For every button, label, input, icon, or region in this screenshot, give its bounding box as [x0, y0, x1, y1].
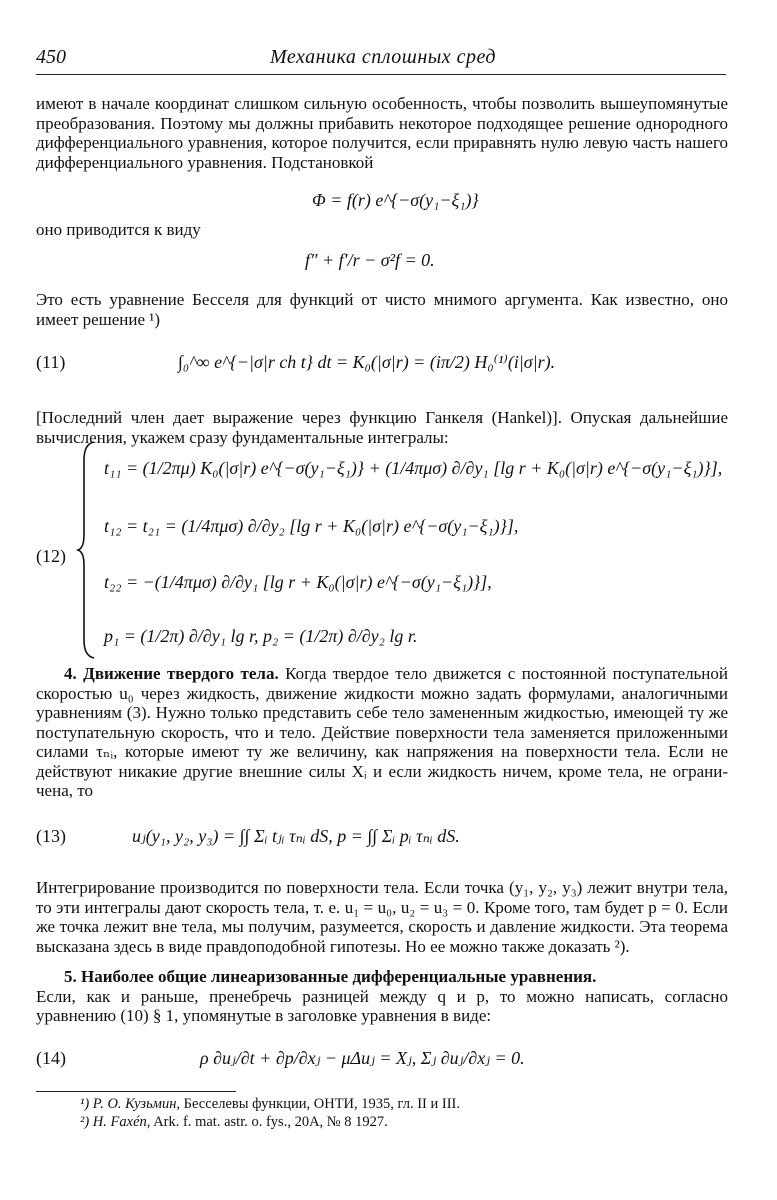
footnote-2-author: ²) H. Faxén,: [80, 1114, 151, 1130]
page-number: 450: [36, 46, 66, 68]
paragraph-4: [Последний член дает выражение через функцию Ганкеля (Hankel)]. Опуская дальнейшие вычисления, укажем сразу фундаментальные интегралы:: [36, 408, 728, 447]
running-title: Механика сплошных сред: [270, 46, 497, 68]
paragraph-5: [36, 664, 728, 801]
footnote-2: [80, 1114, 388, 1131]
footnote-2-text: Ark. f. mat. astr. o. fys., 20A, № 8 1927.: [150, 1114, 388, 1130]
footnote-1: [80, 1096, 460, 1113]
paragraph-7-text: Если, как и раньше, пренебречь разницей между q и p, то можно написать, согласно уравнению (10) § 1, упомянутые в заголовке уравнения в виде:: [36, 986, 728, 1025]
equation-12-number: (12): [36, 546, 66, 566]
equation-12-p: p₁ = (1/2π) ∂/∂y₁ lg r, p₂ = (1/2π) ∂/∂y₂ lg r.: [104, 626, 418, 646]
equation-12-brace: [76, 440, 98, 660]
footnote-1-text: Бесселевы функции, ОНТИ, 1935, гл. II и III.: [180, 1096, 460, 1112]
equation-substitution: Φ = f(r) e^{−σ(y₁−ξ₁)}: [312, 190, 479, 210]
equation-12-t11: t₁₁ = (1/2πμ) K₀(|σ|r) e^{−σ(y₁−ξ₁)} + (1/4πμσ) ∂/∂y₁ [lg r + K₀(|σ|r) e^{−σ(y₁−ξ₁)}],: [104, 458, 723, 478]
equation-12-t22: t₂₂ = −(1/4πμσ) ∂/∂y₁ [lg r + K₀(|σ|r) e^{−σ(y₁−ξ₁)}],: [104, 572, 492, 592]
equation-14: ρ ∂uⱼ/∂t + ∂p/∂xⱼ − μΔuⱼ = Xⱼ, Σⱼ ∂uⱼ/∂xⱼ = 0.: [200, 1048, 525, 1068]
equation-11-number: (11): [36, 352, 66, 372]
footnote-rule: [36, 1091, 236, 1092]
equation-13: uⱼ(y₁, y₂, y₃) = ∫∫ Σᵢ tⱼᵢ τₙᵢ dS, p = ∫∫ Σᵢ pᵢ τₙᵢ dS.: [132, 826, 460, 846]
paragraph-2: оно приводится к виду: [36, 220, 201, 239]
paragraph-5-text: Когда твердое тело движется с постоянной поступательной скоростью u₀ через жидкость, движение жидкости можно задать формулами, аналогичными уравнениям (3). Нужно только представить себе тело замененным жидкостью, имеющей ту же поступательную скорость, что и тело. Действие поверхности тела заменяется приложенными силами τₙᵢ, которые имеют ту же величину, как напряжения на поверхности тела. Если не действуют никакие другие внешние силы Xᵢ и если жидкость ничем, кроме тела, не ограничена, то: [36, 664, 729, 800]
paragraph-3: Это есть уравнение Бесселя для функций от чисто мнимого аргумента. Как известно, оно имеет решение ¹): [36, 290, 728, 329]
equation-14-number: (14): [36, 1048, 66, 1068]
paragraph-6: Интегрирование производится по поверхности тела. Если точка (y₁, y₂, y₃) лежит внутри тела, то эти интегралы дают скорость тела, т. е. u₁ = u₀, u₂ = u₃ = 0. Кроме того, там будет p = 0. Если же точка лежит вне тела, мы получим, разумеется, скорость и давление жидкости. Эта теорема высказана здесь в виде правдоподобной гипотезы. Но ее можно также доказать ²).: [36, 878, 728, 956]
header-rule: [36, 74, 726, 75]
paragraph-7: [36, 967, 728, 1026]
equation-11: ∫₀^∞ e^{−|σ|r ch t} dt = K₀(|σ|r) = (iπ/2) H₀⁽¹⁾(i|σ|r).: [178, 352, 556, 372]
equation-12-t12: t₁₂ = t₂₁ = (1/4πμσ) ∂/∂y₂ [lg r + K₀(|σ|r) e^{−σ(y₁−ξ₁)}],: [104, 516, 519, 536]
section-4-title: 4. Движение твердого тела.: [64, 664, 279, 683]
footnote-1-author: ¹) Р. О. Кузьмин,: [80, 1096, 181, 1112]
paragraph-1: имеют в начале координат слишком сильную особенность, чтобы позволить вышеупомянутые преобразования. Поэтому мы должны прибавить некоторое подходящее решение однородного дифференциального уравнения, которое получится, если приравнять нулю левую часть нашего дифференциального уравнения. Подстановкой: [36, 94, 728, 172]
equation-13-number: (13): [36, 826, 66, 846]
equation-bessel: f″ + f′/r − σ²f = 0.: [305, 250, 435, 270]
section-5-title: 5. Наиболее общие линеаризованные дифференциальные уравнения.: [64, 967, 597, 986]
